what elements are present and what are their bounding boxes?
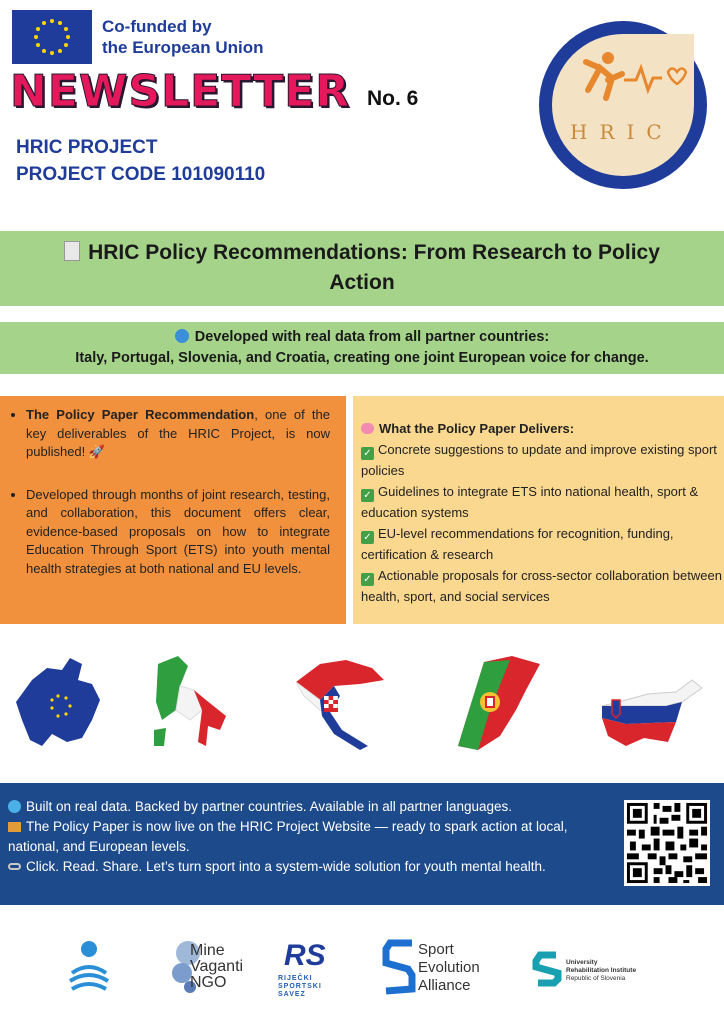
portugal-map-icon — [450, 650, 545, 755]
announcement-rest: , one of the key deliverables of the HRIC Project, is now published! 🚀 — [26, 407, 330, 459]
italian-partner-logo — [64, 935, 114, 1000]
europe-map-icon — [12, 650, 112, 755]
mine-vaganti-ngo-logo — [170, 935, 260, 1000]
uri-line-3: Republic of Slovenia — [566, 975, 626, 982]
upload-tray-icon — [8, 822, 21, 832]
check-icon: ✓ — [361, 573, 374, 586]
uri-line-2: Rehabilitation Institute — [566, 967, 637, 974]
check-icon: ✓ — [361, 531, 374, 544]
globe-icon — [8, 800, 21, 813]
hric-logo-text: HRIC — [570, 120, 674, 144]
uri-line-1: University — [566, 959, 598, 966]
hric-logo-icon — [538, 20, 708, 190]
rss-text: RIJEČKI SPORTSKI SAVEZ — [278, 975, 322, 998]
qr-code[interactable] — [624, 800, 710, 886]
newsletter-title: NEWSLETTER — [10, 66, 351, 117]
sea-s-icon — [382, 939, 416, 995]
croatia-map-icon — [290, 650, 390, 755]
partner-countries-banner — [0, 322, 724, 374]
eu-flag-logo — [12, 10, 92, 64]
footer-line-3: Click. Read. Share. Let’s turn sport into a system-wide solution for youth mental health. — [26, 859, 546, 874]
project-info — [16, 134, 265, 188]
deliverables-box — [353, 396, 724, 624]
deliverables-title: What the Policy Paper Delivers: — [379, 421, 575, 436]
eu-cofunded-text — [102, 16, 264, 58]
mine-line-2: Vaganti — [190, 958, 244, 975]
announcement-bullet-2: • Developed through months of joint research, testing, and collaboration, this document offers clear, evidence-based proposals on how to integrate Education Through Sport (ETS) into youth mental health strategies at both national and EU levels. — [26, 486, 330, 579]
check-icon: ✓ — [361, 489, 374, 502]
website-announcement — [0, 783, 724, 905]
deliverable-item: ✓ Concrete suggestions to update and improve existing sport policies — [361, 442, 717, 478]
italy-map-icon — [150, 650, 232, 755]
university-rehabilitation-institute-logo — [532, 935, 652, 1000]
footer-line-1: Built on real data. Backed by partner countries. Available in all partner languages. — [26, 799, 513, 814]
globe-icon — [175, 329, 189, 343]
hric-logo — [538, 20, 708, 190]
mine-line-3: NGO — [190, 974, 227, 991]
footer-line-2: The Policy Paper is now live on the HRIC Project Website — ready to spark action at local, national, and European levels. — [8, 819, 568, 854]
banner-sub-line-2: Italy, Portugal, Slovenia, and Croatia, creating one joint European voice for change. — [75, 350, 649, 366]
deliverable-item: ✓ Guidelines to integrate ETS into national health, sport & education systems — [361, 484, 699, 520]
rijecki-sportski-savez-logo: RS RIJEČKI SPORTSKI SAVEZ — [278, 935, 348, 1000]
brain-icon — [361, 423, 374, 434]
link-icon — [8, 863, 21, 870]
announcement-box — [0, 396, 346, 624]
deliverable-item: ✓ EU-level recommendations for recognition, funding, certification & research — [361, 526, 674, 562]
project-name: HRIC PROJECT — [16, 137, 158, 158]
sea-line-2: Evolution — [418, 959, 480, 976]
announcement-bullet-1 — [26, 406, 330, 462]
eu-line-2: the European Union — [102, 38, 264, 57]
sea-line-1: Sport — [418, 941, 454, 958]
sea-line-3: Alliance — [418, 977, 471, 994]
check-icon: ✓ — [361, 447, 374, 460]
deliverable-item: ✓ Actionable proposals for cross-sector collaboration between health, sport, and social services — [361, 568, 722, 604]
uri-s-icon — [532, 949, 562, 989]
document-icon — [64, 241, 80, 261]
banner-sub-line-1: Developed with real data from all partner countries: — [194, 329, 550, 345]
issue-number: No. 6 — [367, 87, 419, 110]
mine-line-1: Mine — [190, 942, 225, 959]
announcement-bold: The Policy Paper Recommendation — [26, 407, 255, 422]
eu-line-1: Co-funded by — [102, 17, 212, 36]
policy-title: HRIC Policy Recommendations: From Research to Policy Action — [88, 241, 660, 294]
policy-title-banner — [0, 231, 724, 306]
slovenia-map-icon — [596, 650, 706, 755]
project-code: PROJECT CODE 101090110 — [16, 164, 266, 185]
sport-evolution-alliance-logo — [382, 935, 492, 1000]
